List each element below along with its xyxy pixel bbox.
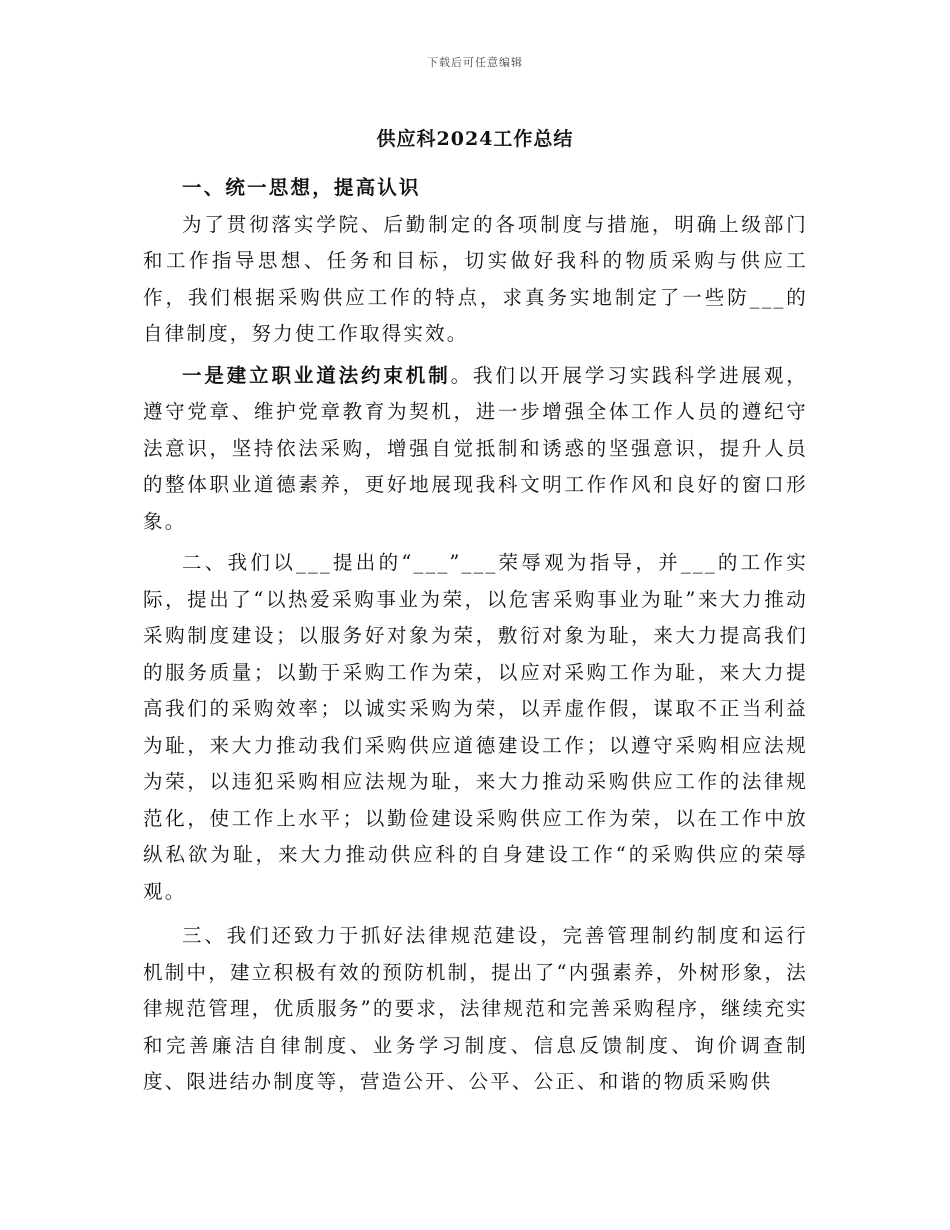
paragraph-1: 为了贯彻落实学院、后勤制定的各项制度与措施，明确上级部门和工作指导思想、任务和目标，切实做好我科的物质采购与供应工作，我们根据采购供应工作的特点，求真务实地制定了一些防___的自律制度，努力使工作取得实效。 bbox=[143, 212, 808, 345]
document-body bbox=[143, 170, 808, 1101]
document-title: 供应科2024工作总结 bbox=[376, 128, 574, 150]
paragraph-4: 三、我们还致力于抓好法律规范建设，完善管理制约制度和运行机制中，建立积极有效的预防机制，提出了“内强素养，外树形象，法律规范管理，优质服务”的要求，法律规范和完善采购程序，继续充实和完善廉洁自律制度、业务学习制度、信息反馈制度、询价调查制度、限进结办制度等，营造公开、公平、公正、和谐的物质采购供 bbox=[143, 924, 808, 1093]
paragraph-2-text: 。我们以开展学习实践科学进展观，遵守党章、维护党章教育为契机，进一步增强全体工作人员的遵纪守法意识，坚持依法采购，增强自觉抵制和诱惑的坚强意识，提升人员的整体职业道德素养，更好地展现我科文明工作作风和良好的窗口形象。 bbox=[143, 363, 808, 533]
paragraph-2-lead: 一是建立职业道法约束机制 bbox=[182, 363, 451, 387]
header-note: 下载后可任意编辑 bbox=[427, 56, 523, 69]
paragraph-2 bbox=[143, 358, 808, 541]
paragraph-3: 二、我们以___提出的“___”___荣辱观为指导，并___的工作实际，提出了“以热爱采购事业为荣，以危害采购事业为耻”来大力推动采购制度建设；以服务好对象为荣，敷衍对象为耻，来大力提高我们的服务质量；以勤于采购工作为荣，以应对采购工作为耻，来大力提高我们的采购效率；以诚实采购为荣，以弄虚作假，谋取不正当利益为耻，来大力推动我们采购供应道德建设工作；以遵守采购相应法规为荣，以违犯采购相应法规为耻，来大力推动采购供应工作的法律规范化，使工作上水平；以勤俭建设采购供应工作为荣，以在工作中放纵私欲为耻，来大力推动供应科的自身建设工作“的采购供应的荣辱观。 bbox=[143, 551, 808, 903]
section-heading: 一、统一思想，提高认识 bbox=[182, 176, 421, 199]
